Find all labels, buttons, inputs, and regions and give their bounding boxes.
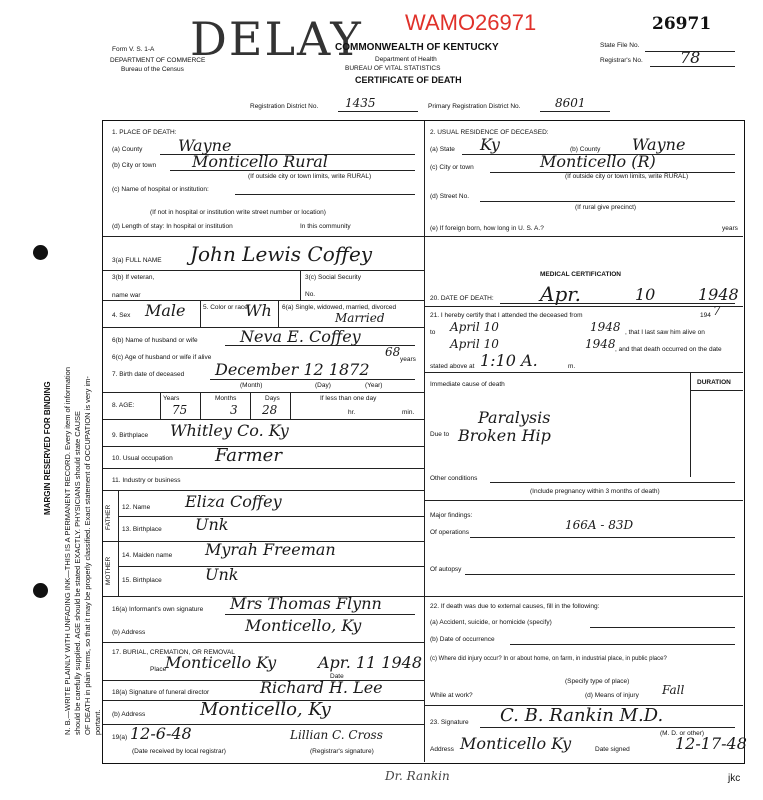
received-date-value: 12-6-48 [130,724,192,743]
death-date-label: 20. DATE OF DEATH: [430,295,494,302]
city-label: (b) City or town [112,162,157,169]
mother-birth-label: 15. Birthplace [122,577,162,584]
birth-date-label: 7. Birth date of deceased [112,371,185,378]
duration-label: DURATION [697,379,731,386]
age-label: 8. AGE: [112,402,135,409]
color-value: Wh [245,301,272,320]
sex-label: 4. Sex [112,312,131,319]
operations-label: Of operations [430,529,470,536]
means-value: Fall [662,683,685,697]
occurrence-label: (b) Date of occurrence [430,636,495,643]
veteran-label: 3(b) If veteran, [112,274,155,281]
stay-label: (d) Length of stay: In hospital or institution [112,223,233,230]
form-id: Form V. S. 1-A [112,46,155,53]
to-label: to [430,329,436,336]
father-name-value: Eliza Coffey [185,492,282,511]
delay-stamp: DELAY [190,12,363,66]
res-state-value: Ky [480,135,500,154]
certificate-title: CERTIFICATE OF DEATH [355,75,462,85]
instructions-line-3: OF DEATH in plain terms, so that it may be properly classified. Exact statement of OCCUPATION is very im- [83,376,92,735]
instructions-line-1: N. B.—WRITE PLAINLY WITH UNFADING INK—THIS IS A PERMANENT RECORD. Every item of information [63,367,72,735]
hr-label: hr. [348,409,356,416]
city-note: (If outside city or town limits, write RURAL) [248,173,372,180]
means-label: (d) Means of injury [585,692,639,699]
signature-value: C. B. Rankin M.D. [500,705,664,726]
registrar-label: Registrar's No. [600,57,643,64]
attended-year-printed: 194 [700,312,711,319]
social-security-no: No. [305,291,316,298]
work-label: While at work? [430,692,473,699]
other-conditions-label: Other conditions [430,475,478,482]
commonwealth: COMMONWEALTH OF KENTUCKY [335,42,499,53]
age-years-label: Years [163,395,180,402]
md-note: (M. D. or other) [660,730,705,737]
state-file-label: State File No. [600,42,640,49]
registrar-number: 78 [680,48,701,67]
marital-label: 6(a) Single, widowed, married, divorced [282,304,397,311]
birthplace-label: 9. Birthplace [112,432,149,439]
alive-text: , that I last saw him alive on [625,329,705,336]
full-name-label: 3(a) FULL NAME [112,257,162,264]
birthplace-value: Whitley Co. Ky [170,421,289,440]
funeral-director-label: 18(a) Signature of funeral director [112,689,210,696]
age-days-label: Days [265,395,280,402]
age-years-value: 75 [172,403,188,417]
m-label: m. [568,363,576,370]
primary-district-label: Primary Registration District No. [428,103,521,110]
county-value: Wayne [178,136,232,155]
spouse-age-value: 68 [385,345,401,359]
informant-value: Mrs Thomas Flynn [230,594,382,613]
age-months-value: 3 [230,403,238,417]
res-county-label: (b) County [570,146,601,153]
full-name-value: John Lewis Coffey [190,242,373,266]
residence-label: 2. USUAL RESIDENCE OF DECEASED: [430,129,549,136]
occupation-label: 10. Usual occupation [112,455,173,462]
street-note: (If rural give precinct) [575,204,637,211]
registrar-signature-label: (Registrar's signature) [310,748,374,755]
signature-label: 23. Signature [430,719,469,726]
name-war-label: name war [112,292,141,299]
death-month-value: Apr. [540,282,581,306]
cause-1-value: Paralysis [478,408,551,427]
mother-birth-value: Unk [205,565,239,584]
director-address-value: Monticello, Ky [200,699,331,720]
major-findings-label: Major findings: [430,512,473,519]
year-label: (Year) [365,382,383,389]
foreign-label: (e) If foreign born, how long in U. S. A.? [430,225,544,232]
burial-place-value: Monticello Ky [165,653,277,672]
date-signed-label: Date signed [595,746,630,753]
burial-place-label: Place [150,666,167,673]
type-place-note: (Specify type of place) [565,678,630,685]
res-county-value: Wayne [632,135,686,154]
age-note: If less than one day [320,395,377,402]
margin-reserved: MARGIN RESERVED FOR BINDING [43,381,52,515]
stated-label: stated above at [430,363,475,370]
spouse-age-label: 6(c) Age of husband or wife if alive [112,354,212,361]
column-divider [424,121,425,762]
informant-label: 16(a) Informant's own signature [112,606,204,613]
father-birth-label: 13. Birthplace [122,526,162,533]
informant-address-label: (b) Address [112,629,146,636]
binding-margin [8,65,102,765]
death-year-value: 1948 [698,285,739,304]
maiden-name-label: 14. Maiden name [122,552,173,559]
external-causes-label: 22. If death was due to external causes, fill in the following: [430,603,600,610]
to-date-value: April 10 [450,320,499,334]
received-label: (Date received by local registrar) [132,748,226,755]
hospital-label: (c) Name of hospital or institution: [112,186,209,193]
instructions-line-4: portant. [93,709,102,735]
address-value: Monticello Ky [460,734,572,753]
day-label: (Day) [315,382,331,389]
social-security-label: 3(c) Social Security [305,274,361,281]
age-days-value: 28 [262,403,278,417]
saw-date-value: April 10 [450,337,499,351]
received-prefix: 19(a) [112,734,128,741]
director-address-label: (b) Address [112,711,146,718]
spouse-label: 6(b) Name of husband or wife [112,337,198,344]
attended-year-value: 7 [713,304,721,318]
color-label: 5. Color or race [203,304,248,311]
city-value: Monticello Rural [192,152,328,171]
reference-code: WAMO26971 [405,10,537,35]
hospital-note: (If not in hospital or institution write street number or location) [150,209,326,216]
mother-side-label: MOTHER [105,556,112,585]
burial-date-label: Date [330,673,344,680]
informant-address-value: Monticello, Ky [245,616,362,635]
res-state-label: (a) State [430,146,455,153]
file-number-top: 26971 [652,14,712,34]
county-label: (a) County [112,146,143,153]
bureau-vital: BUREAU OF VITAL STATISTICS [345,65,441,72]
address-label: Address [430,746,454,753]
immediate-cause-label: Immediate cause of death [430,381,505,388]
to-year-value: 1948 [590,320,621,334]
maiden-name-value: Myrah Freeman [205,540,336,559]
medical-title: MEDICAL CERTIFICATION [540,271,622,278]
res-city-label: (c) City or town [430,164,474,171]
spouse-value: Neva E. Coffey [240,327,361,346]
death-time-value: 1:10 A. [480,351,538,370]
date-signed-value: 12-17-48 [675,734,747,753]
res-city-note: (If outside city or town limits, write RURAL) [565,173,689,180]
binding-hole-top [33,245,48,260]
reg-district-number: 1435 [345,96,376,110]
pregnancy-note: (Include pregnancy within 3 months of death) [530,488,660,495]
birth-date-value: December 12 1872 [215,360,370,379]
cause-2-value: Broken Hip [458,426,551,445]
footer-initials: jkc [728,773,741,784]
attended-text: 21. I hereby certify that I attended the deceased from [430,312,583,319]
accident-label: (a) Accident, suicide, or homicide (specify) [430,619,552,626]
instructions-line-2: should be carefully supplied. AGE should be stated EXACTLY. PHYSICIANS should state CAUSE [73,410,82,735]
binding-hole-bottom [33,583,48,598]
res-city-value: Monticello (R) [540,152,656,171]
bureau-census: Bureau of the Census [121,66,184,73]
autopsy-label: Of autopsy [430,566,462,573]
dept-health: Department of Health [375,56,437,63]
father-side-label: FATHER [105,504,112,530]
father-birth-value: Unk [195,515,229,534]
death-day-value: 10 [635,285,656,304]
stay-community: In this community [300,223,351,230]
registrar-signature-value: Lillian C. Cross [290,728,383,742]
burial-label: 17. BURIAL, CREMATION, OR REMOVAL [112,649,235,656]
industry-label: 11. Industry or business [112,477,181,484]
street-label: (d) Street No. [430,193,470,200]
primary-district-number: 8601 [555,96,586,110]
place-of-death-label: 1. PLACE OF DEATH: [112,129,177,136]
father-name-label: 12. Name [122,504,151,511]
due-to-label: Due to [430,431,450,438]
occurred-text: , and that death occurred on the date [615,346,722,353]
dept-commerce: DEPARTMENT OF COMMERCE [110,57,206,64]
where-injury-label: (c) Where did injury occur? In or about home, on farm, in industrial place, in public place? [430,656,667,662]
sex-value: Male [145,301,186,320]
reg-district-label: Registration District No. [250,103,319,110]
footer-note: Dr. Rankin [385,769,450,783]
min-label: min. [402,409,415,416]
years-label: years [400,356,416,363]
occupation-value: Farmer [215,445,282,466]
burial-date-value: Apr. 11 1948 [318,653,423,672]
age-months-label: Months [215,395,237,402]
foreign-years: years [722,225,738,232]
funeral-director-value: Richard H. Lee [260,678,383,697]
marital-value: Married [335,311,385,325]
operations-code-value: 166A - 83D [565,518,634,532]
saw-year-value: 1948 [585,337,616,351]
month-label: (Month) [240,382,263,389]
